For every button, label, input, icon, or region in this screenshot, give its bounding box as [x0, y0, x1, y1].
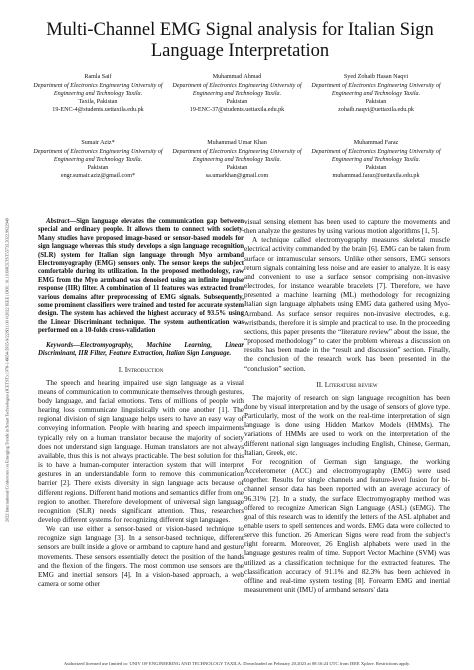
author-affiliation: Department of Electronics Engineering University of Engineering and Technology Taxila.: [311, 148, 441, 163]
section-heading: I. Introduction: [118, 365, 164, 374]
author-location: Pakistan: [87, 164, 109, 171]
keywords-label: Keywords: [46, 341, 74, 349]
body-paragraph: A technique called electromyography measures skeletal muscle electrical activity commanded by the brain [6]. EMG can be taken from surface or intramuscular sensors. Unlike other sensors, EMG sensors return signals containing less noise and are easier to analyze. It is easy and convenient to use a surface sensor comprising non-invasive electrodes, for instance wearable bracelets [7]. Therefore, we have presented a machine learning (ML) methodology for recognizing Italian sign language alphabets using EMG data gathered using Myo-Armband. As surface sensor requires non-invasive electrodes, e.g. wristbands, therefore it is simple and practical to use. In the proceeding sections, this paper presents the “literature review” about the issue, the “proposed methodology” to cater the problem whereas a discussion on results has been made in the “result and discussion” section. Finally, the conclusion of the research work has been presented in the “conclusion” section.: [244, 236, 450, 373]
author-name: Muhammad Faraz: [353, 140, 399, 146]
author-name: Sumair Aziz*: [81, 140, 115, 146]
author-location: Pakistan: [365, 164, 387, 171]
author-block: [167, 74, 307, 115]
author-affiliation: Department of Electronics Engineering University of Engineering and Technology Taxila.: [172, 148, 302, 163]
side-doi-strip: [0, 110, 14, 630]
author-block: [306, 74, 446, 115]
body-paragraph: visual sensing element has been used to capture the movements and then analyze the gestures by using various motion algorithms [1, 5].: [244, 218, 450, 236]
author-location: Pakistan: [226, 98, 248, 105]
author-name: Syed Zohaib Hasan Naqvi: [343, 74, 409, 80]
author-email: engr.sumair.aziz@gmail.com*: [60, 172, 136, 179]
keywords: [38, 342, 244, 359]
author-block: [28, 74, 168, 115]
body-paragraph: The majority of research on sign language recognition has been done by visual interpretation and by the usage of sensors of glove type. Particularly, most of the work on the real-time interpretation of sign language is done using Hidden Markov Models (HMMs). The variations of HMMs are used to work on the interpretation of the different national sign languages including English, Chinese, German, Italian, Greek, etc.: [244, 393, 450, 457]
intro-paragraph: The speech and hearing impaired use sign language as a visual means of communication to communicate themselves through gestures, body language, and facial emotions. Tens of millions of people with hearing loss communicate linguistically with one another [1]. The regional division of sign language helps users to have an easy way of conveying information. People with hearing and speech impairments typically rely on a human translator because the majority of society does not understand sign language. Human translators are not always available, thus this is not always practicable. The best solution for this is to have a human-computer interaction system that will interpret gestures in an understandable form to remove this communication barrier [2]. There exists diversity in sign language acts because of different regions. Different hand motions and semantics differ from one region to another. Therefore development of universal sign language recognition (SLR) needs significant attention. Thus, researchers develop different systems for recognizing different sign languages.: [38, 378, 244, 524]
abstract: [38, 218, 244, 336]
body-paragraph: For recognition of German sign language, the working Accelerometer (ACC) and electromyography (EMG) were used together. Results for single channels and feature-level fusion for bi-channel sensor data has been reported with an average accuracy of 96.31% [2]. In a study, the surface Electromyography method was offered to recognize American Sign Language (ASL) (sEMG). The goal of this research was to identify the letters of the ASL alphabet and enable users to spell sentences and words. EMG data were collected to serve this function. 26 American Signs were read from the subject's right forearm. Moreover, 26 English alphabets were used in the language gestures realm of time. Support Vector Machine (SVM) was utilized as a classification technique for the extracted features. The classification accuracy of 91.1% and 82.3% has been achieved in offline and real-time system testing [8]. Forearm EMG and inertial measurement unit (IMU) of armband sensors' data: [244, 457, 450, 595]
author-email: 19-ENC-37@students.uettaxila.edu.pk: [189, 106, 285, 113]
author-block: [167, 140, 307, 181]
author-affiliation: Department of Electronics Engineering University of Engineering and Technology Taxila.: [33, 82, 163, 97]
author-affiliation: Department of Electronics Engineering University of Engineering and Technology Taxila.: [311, 82, 441, 97]
section-heading: II. Literature review: [316, 380, 378, 389]
abstract-label: Abstract: [46, 218, 70, 225]
author-block: [306, 140, 446, 181]
author-location: Pakistan: [365, 98, 387, 105]
author-location: Taxila, Pakistan: [78, 98, 118, 105]
author-location: Pakistan: [226, 164, 248, 171]
author-name: Muhammad Umar Khan: [207, 140, 267, 146]
author-email: 19-ENC-4@students.uettaxila.edu.pk: [52, 106, 144, 113]
side-doi-text: 2022 International Conference on Emerging Trends in Smart Technologies (ICETST) | 978-1-6654-5935-9/22/$31.00 ©2022 IEEE | DOI: 10.1109/ICETST55735.2022.9922949: [4, 217, 10, 523]
author-name: Ramla Saif: [84, 74, 112, 80]
paper-title: Multi-Channel EMG Signal analysis for Italian Sign Language Interpretation: [46, 20, 434, 61]
left-column: [38, 218, 244, 589]
author-affiliation: Department of Electronics Engineering University of Engineering and Technology Taxila.: [172, 82, 302, 97]
author-email: zohaib.naqvi@uettaxila.edu.pk: [338, 106, 414, 113]
keywords-text: —Electromyography, Machine Learning, Linear Discriminant, IIR Filter, Feature Extraction, Italian Sign Language.: [38, 341, 244, 358]
author-name: Muhammad Ahmad: [212, 74, 262, 80]
right-column: [244, 218, 450, 595]
author-affiliation: Department of Electronics Engineering University of Engineering and Technology Taxila.: [33, 148, 163, 163]
author-email: sa.umarkhan@gmail.com: [205, 172, 269, 179]
license-footer: Authorized licensed use limited to: UNIV OF ENGINEERING AND TECHNOLOGY TAXILA. Downloaded on February 20,2023 at 08:16:24 UTC from IEEE Xplore. Restrictions apply.: [63, 661, 411, 666]
author-email: muhammad.faraz@uettaxila.edu.pk: [332, 172, 420, 179]
intro-paragraph: We can use either a sensor-based or vision-based technique to recognize sign language [3]. In a sensor-based technique, different sensors are built inside a glove or armband to capture hand and gesture movements. These sensors essentially detect the position of the hands and the flexion of the fingers. The most common use sensors are the EMG and inertial sensors [4]. In a vision-based approach, a web camera or some other: [38, 525, 244, 589]
author-block: [28, 140, 168, 181]
abstract-text: —Sign language elevates the communication gap between special and ordinary people. It allows them to connect with society. Many studies have proposed image-based or sensor-based models for sign language whereas this study develops a sign language recognition (SLR) system for Italian sign language through Myo armband Electromyography (EMG) sensors only. The sensor keeps the subject comfortable during its utilization. In the proposed methodology, raw EMG from the Myo armband was denoised using an infinite impulse response (IIR) filter. A combination of 11 features was extracted from various domains after preprocessing of EMG signals. Subsequently, some prominent classifiers were trained and tested for accurate system design. The system has achieved the highest accuracy of 93.5% using the Linear Discriminant technique. The system authentication was performed on a 10-folds cross-validation: [38, 218, 244, 335]
